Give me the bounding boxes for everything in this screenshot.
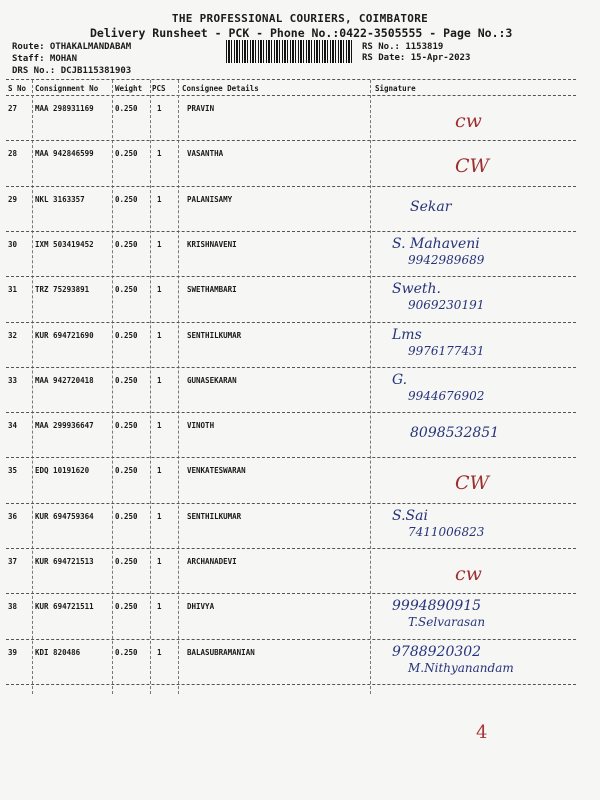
column-header-consignee: Consignee Details bbox=[182, 84, 259, 93]
row-separator bbox=[6, 367, 576, 368]
row-separator bbox=[6, 322, 576, 323]
weight-value: 0.250 bbox=[115, 149, 138, 159]
pieces-count: 1 bbox=[157, 375, 162, 385]
weight-value: 0.250 bbox=[115, 194, 138, 204]
weight-value: 0.250 bbox=[115, 466, 138, 476]
consignee-name: GUNASEKARAN bbox=[187, 375, 237, 385]
consignment-number: MAA 298931169 bbox=[35, 104, 94, 113]
consignment-number: KUR 694721511 bbox=[35, 602, 94, 612]
weight-value: 0.250 bbox=[115, 104, 138, 113]
signature-text: 9976177431 bbox=[408, 343, 485, 358]
signature-text: 9994890915 bbox=[392, 598, 482, 615]
signature-text: 9788920302 bbox=[392, 643, 482, 660]
consignment-number: NKL 3163357 bbox=[35, 194, 85, 204]
consignee-name: PRAVIN bbox=[187, 104, 215, 113]
row-separator bbox=[6, 186, 576, 187]
row-separator bbox=[6, 548, 576, 549]
signature-text: Lms bbox=[392, 326, 422, 343]
signature-text: 9069230191 bbox=[408, 298, 485, 313]
column-divider bbox=[32, 80, 33, 694]
page-mark: 4 bbox=[476, 722, 488, 743]
signature-text: T.Selvarasan bbox=[408, 615, 486, 630]
row-separator bbox=[6, 140, 576, 141]
consignee-name: VASANTHA bbox=[187, 149, 224, 159]
serial-number: 35 bbox=[8, 466, 18, 476]
serial-number: 38 bbox=[8, 602, 18, 612]
signature-text: S. Mahaveni bbox=[392, 235, 480, 252]
signature-text: cw bbox=[455, 563, 482, 585]
weight-value: 0.250 bbox=[115, 602, 138, 612]
row-separator bbox=[6, 412, 576, 413]
consignee-name: BALASUBRAMANIAN bbox=[187, 647, 255, 657]
consignee-name: PALANISAMY bbox=[187, 194, 233, 204]
signature-text: 9942989689 bbox=[408, 252, 485, 267]
pieces-count: 1 bbox=[157, 466, 162, 476]
header-bottom-rule bbox=[6, 95, 576, 96]
signature-text: Sekar bbox=[410, 198, 452, 215]
consignment-number: TRZ 75293891 bbox=[35, 285, 90, 295]
serial-number: 34 bbox=[8, 421, 18, 431]
runsheet-subtitle: Delivery Runsheet - PCK - Phone No.:0422-3505555 - Page No.:3 bbox=[90, 26, 513, 40]
column-header-signature: Signature bbox=[375, 84, 416, 93]
barcode bbox=[226, 40, 354, 63]
column-header-pcs: PCS bbox=[152, 84, 166, 93]
pieces-count: 1 bbox=[157, 647, 162, 657]
signature-text: Sweth. bbox=[392, 281, 441, 298]
weight-value: 0.250 bbox=[115, 375, 138, 385]
runsheet-title: THE PROFESSIONAL COURIERS, COIMBATORE bbox=[171, 12, 429, 25]
pieces-count: 1 bbox=[157, 421, 162, 431]
pieces-count: 1 bbox=[157, 602, 162, 612]
row-separator bbox=[6, 231, 576, 232]
consignee-name: DHIVYA bbox=[187, 602, 215, 612]
row-separator bbox=[6, 684, 576, 685]
weight-value: 0.250 bbox=[115, 647, 138, 657]
drs-number: DRS No.: DCJB115381903 bbox=[12, 66, 132, 76]
consignee-name: SENTHILKUMAR bbox=[187, 511, 242, 521]
consignment-number: EDQ 10191620 bbox=[35, 466, 90, 476]
rs-date: RS Date: 15-Apr-2023 bbox=[362, 53, 471, 63]
header-top-rule bbox=[6, 79, 576, 80]
consignee-name: KRISHNAVENI bbox=[187, 239, 237, 249]
signature-text: 8098532851 bbox=[410, 425, 500, 442]
column-divider bbox=[112, 80, 113, 694]
signature-text: S.Sai bbox=[392, 507, 428, 524]
consignment-number: KUR 694759364 bbox=[35, 511, 94, 521]
consignee-name: VENKATESWARAN bbox=[187, 466, 246, 476]
pieces-count: 1 bbox=[157, 104, 162, 113]
weight-value: 0.250 bbox=[115, 511, 138, 521]
consignment-number: KUR 694721690 bbox=[35, 330, 94, 340]
row-separator bbox=[6, 276, 576, 277]
consignee-name: ARCHANADEVI bbox=[187, 557, 237, 566]
pieces-count: 1 bbox=[157, 239, 162, 249]
consignment-number: MAA 942720418 bbox=[35, 375, 94, 385]
serial-number: 27 bbox=[8, 104, 18, 113]
weight-value: 0.250 bbox=[115, 239, 138, 249]
consignment-number: MAA 942846599 bbox=[35, 149, 94, 159]
rs-number: RS No.: 1153819 bbox=[362, 42, 444, 52]
row-separator bbox=[6, 593, 576, 594]
column-divider bbox=[150, 80, 151, 694]
serial-number: 33 bbox=[8, 375, 18, 385]
consignment-number: KDI 820486 bbox=[35, 647, 81, 657]
column-header-weight: Weight bbox=[115, 84, 143, 93]
signature-text: cw bbox=[455, 110, 482, 132]
serial-number: 29 bbox=[8, 194, 18, 204]
pieces-count: 1 bbox=[157, 557, 162, 566]
pieces-count: 1 bbox=[157, 285, 162, 295]
consignment-number: MAA 299936647 bbox=[35, 421, 94, 431]
signature-text: 9944676902 bbox=[408, 388, 485, 403]
row-separator bbox=[6, 457, 576, 458]
consignee-name: SENTHILKUMAR bbox=[187, 330, 242, 340]
serial-number: 32 bbox=[8, 330, 18, 340]
column-divider bbox=[178, 80, 179, 694]
column-header-consignment: Consignment No bbox=[35, 84, 99, 93]
consignee-name: VINOTH bbox=[187, 421, 215, 431]
column-divider bbox=[370, 80, 371, 694]
consignment-number: KUR 694721513 bbox=[35, 557, 94, 566]
serial-number: 36 bbox=[8, 511, 18, 521]
serial-number: 28 bbox=[8, 149, 18, 159]
signature-text: M.Nithyanandam bbox=[408, 660, 514, 675]
pieces-count: 1 bbox=[157, 330, 162, 340]
row-separator bbox=[6, 639, 576, 640]
weight-value: 0.250 bbox=[115, 557, 138, 566]
pieces-count: 1 bbox=[157, 194, 162, 204]
signature-text: CW bbox=[455, 155, 490, 178]
staff-label: Staff: MOHAN bbox=[12, 54, 78, 64]
pieces-count: 1 bbox=[157, 511, 162, 521]
weight-value: 0.250 bbox=[115, 330, 138, 340]
signature-text: 7411006823 bbox=[408, 524, 485, 539]
weight-value: 0.250 bbox=[115, 421, 138, 431]
pieces-count: 1 bbox=[157, 149, 162, 159]
signature-text: G. bbox=[392, 371, 408, 388]
serial-number: 37 bbox=[8, 557, 18, 566]
consignment-number: IXM 503419452 bbox=[35, 239, 94, 249]
row-separator bbox=[6, 503, 576, 504]
weight-value: 0.250 bbox=[115, 285, 138, 295]
signature-text: CW bbox=[455, 472, 490, 495]
consignee-name: SWETHAMBARI bbox=[187, 285, 237, 295]
serial-number: 30 bbox=[8, 239, 18, 249]
serial-number: 31 bbox=[8, 285, 18, 295]
route-label: Route: OTHAKALMANDABAM bbox=[12, 42, 132, 52]
serial-number: 39 bbox=[8, 647, 18, 657]
column-header-sno: S No bbox=[8, 84, 27, 93]
